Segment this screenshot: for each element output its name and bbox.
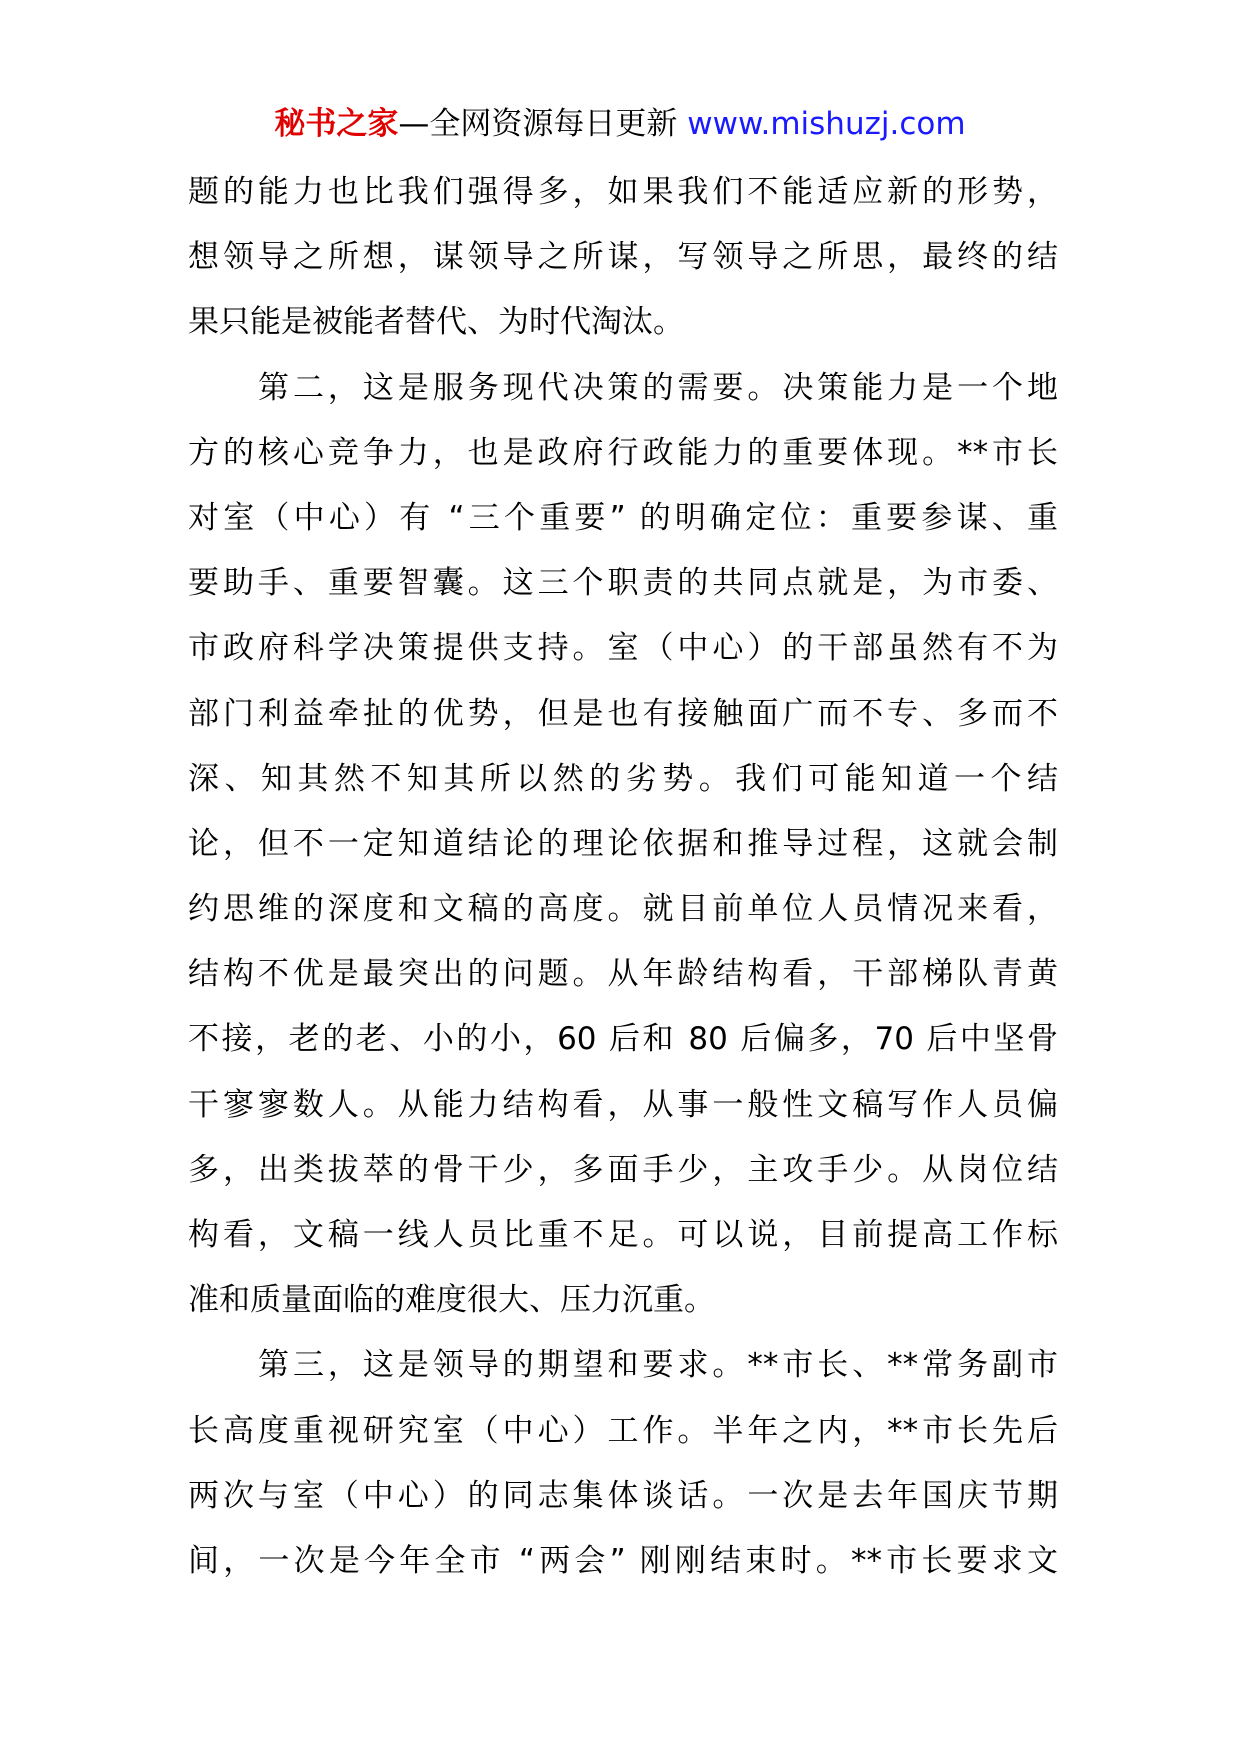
text-line: 多，出类拔萃的骨干少，多面手少，主攻手少。从岗位结 — [188, 1151, 1058, 1188]
page-header — [0, 102, 1240, 146]
text-line: 方的核心竞争力，也是政府行政能力的重要体现。**市长 — [188, 434, 1058, 471]
text-line: 干寥寥数人。从能力结构看，从事一般性文稿写作人员偏 — [188, 1086, 1058, 1123]
text-line: 深、知其然不知其所以然的劣势。我们可能知道一个结 — [188, 760, 1058, 797]
text-line: 题的能力也比我们强得多，如果我们不能适应新的形势， — [188, 174, 1058, 210]
text-line: 论，但不一定知道结论的理论依据和推导过程，这就会制 — [188, 825, 1058, 862]
text-line: 部门利益牵扯的优势，但是也有接触面广而不专、多而不 — [188, 695, 1058, 732]
text-line: 间，一次是今年全市 “两会” 刚刚结束时。**市长要求文 — [188, 1542, 1058, 1579]
text-line: 市政府科学决策提供支持。室（中心）的干部虽然有不为 — [188, 630, 1058, 667]
text-line: 要助手、重要智囊。这三个职责的共同点就是，为市委、 — [188, 565, 1058, 602]
text-line: 结构不优是最突出的问题。从年龄结构看，干部梯队青黄 — [188, 956, 1058, 993]
text-line: 不接，老的老、小的小，60 后和 80 后偏多，70 后中坚骨 — [188, 1021, 1058, 1058]
text-line: 约思维的深度和文稿的高度。就目前单位人员情况来看， — [188, 891, 1058, 928]
text-line: 想领导之所想，谋领导之所谋，写领导之所思，最终的结 — [188, 239, 1058, 276]
text-line: 果只能是被能者替代、为时代淘汰。 — [188, 304, 684, 341]
text-line: 准和质量面临的难度很大、压力沉重。 — [188, 1282, 715, 1319]
header-brand: 秘书之家 — [274, 106, 399, 142]
paragraph-start-line: 第二，这是服务现代决策的需要。决策能力是一个地 — [258, 369, 1058, 406]
text-line: 构看，文稿一线人员比重不足。可以说，目前提高工作标 — [188, 1217, 1058, 1253]
document-body — [188, 160, 1058, 1594]
text-line: 长高度重视研究室（中心）工作。半年之内，**市长先后 — [188, 1412, 1058, 1449]
text-line: 两次与室（中心）的同志集体谈话。一次是去年国庆节期 — [188, 1477, 1058, 1514]
header-slogan: —全网资源每日更新 — [398, 106, 678, 142]
header-url-link[interactable]: www.mishuzj.com — [677, 106, 966, 142]
text-line: 对室（中心）有 “三个重要” 的明确定位：重要参谋、重 — [188, 499, 1058, 536]
paragraph-start-line: 第三，这是领导的期望和要求。**市长、**常务副市 — [258, 1347, 1058, 1384]
